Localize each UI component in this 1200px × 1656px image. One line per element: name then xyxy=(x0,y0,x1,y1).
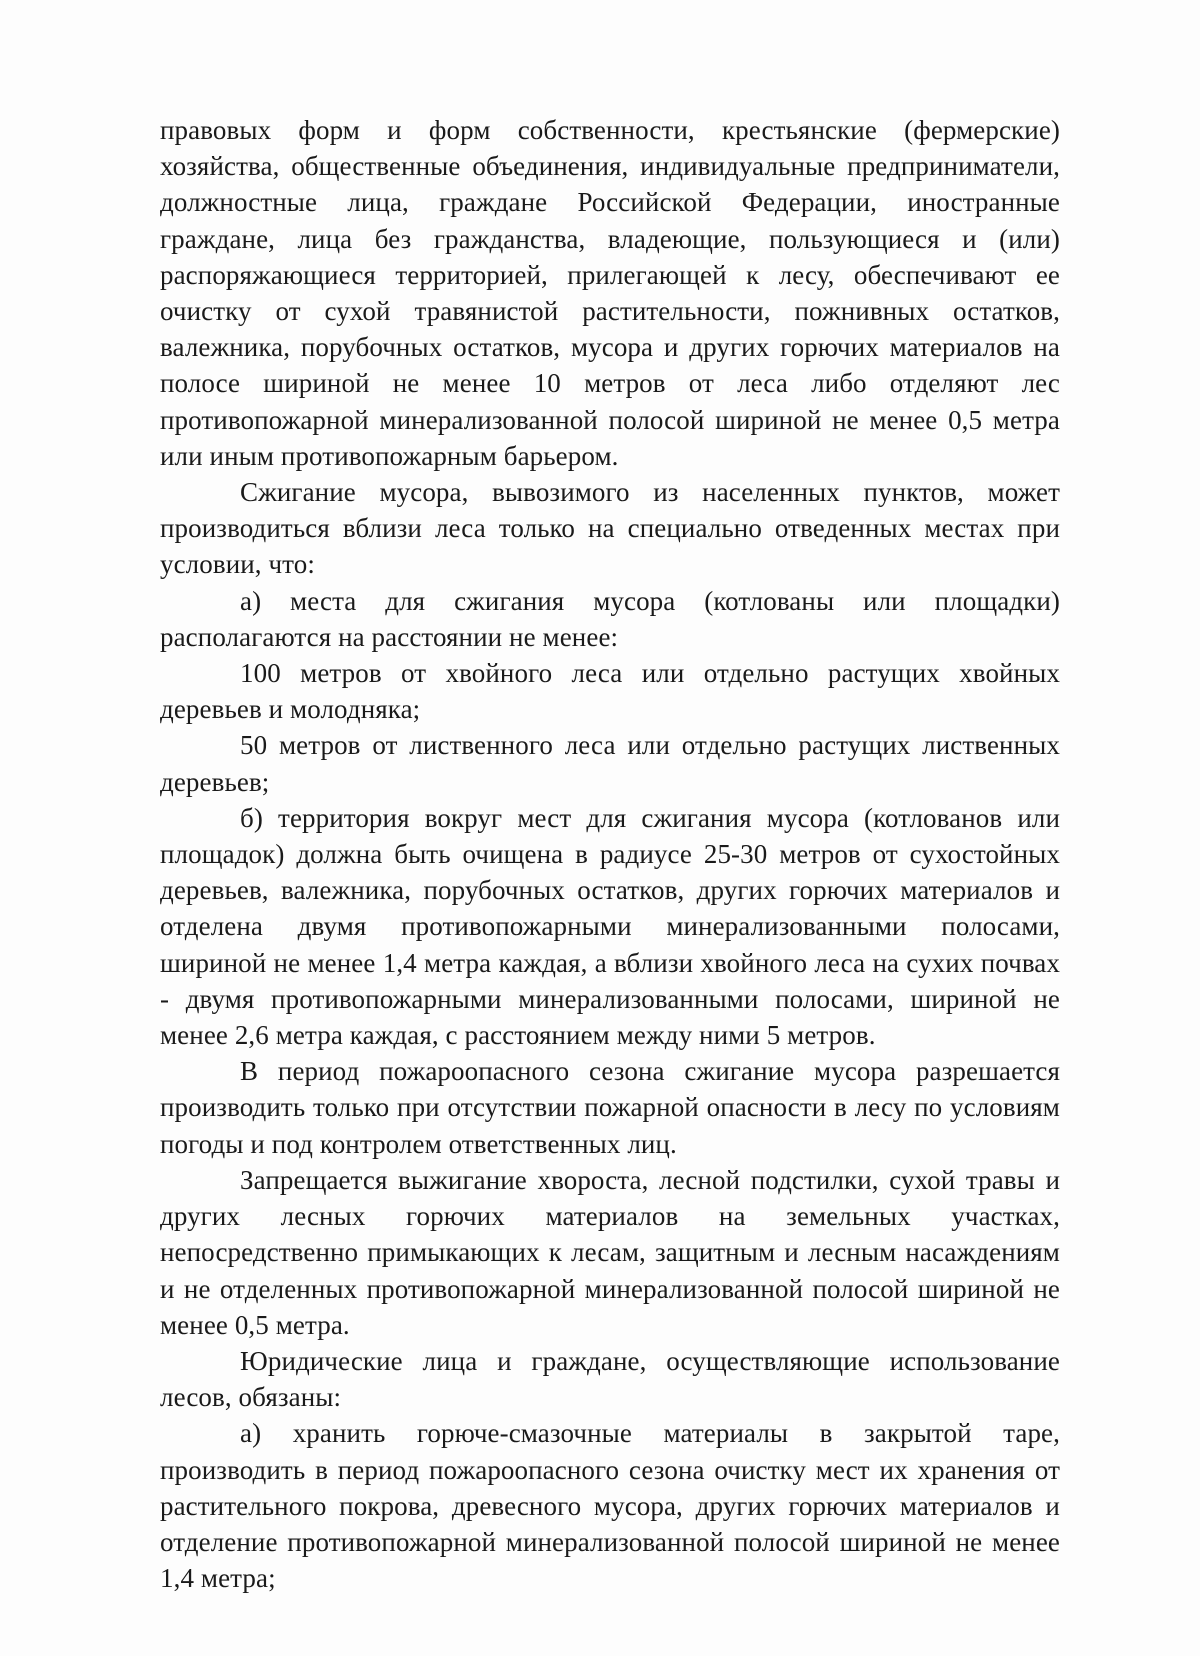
document-body xyxy=(160,112,1060,1596)
paragraph-continued-owners: правовых форм и форм собственности, крестьянские (фермерские) хозяйства, общественные объединения, индивидуальные предприниматели, должностные лица, граждане Российской Федерации, иностранные граждане, лица без гражданства, владеющие, пользующиеся и (или) распоряжающиеся территорией, прилегающей к лесу, обеспечивают ее очистку от сухой травянистой растительности, пожнивных остатков, валежника, порубочных остатков, мусора и других горючих материалов на полосе шириной не менее 10 метров от леса либо отделяют лес противопожарной минерализованной полосой шириной не менее 0,5 метра или иным противопожарным барьером. xyxy=(160,115,1060,471)
paragraph-deciduous-distance: 50 метров от лиственного леса или отдельно растущих лиственных деревьев; xyxy=(160,730,1060,797)
paragraph-item-a-distances: а) места для сжигания мусора (котлованы или площадки) располагаются на расстоянии не менее: xyxy=(160,585,1060,652)
paragraph-obligations: Юридические лица и граждане, осуществляющие использование лесов, обязаны: xyxy=(160,1345,1060,1413)
paragraph-item-b-clearing: б) территория вокруг мест для сжигания мусора (котлованов или площадок) должна быть очищена в радиусе 25-30 метров от сухостойных деревьев, валежника, порубочных остатков, других горючих материалов и отделена двумя противопожарными минерализованными полосами, шириной не менее 1,4 метра каждая, а вблизи хвойного леса на сухих почвах - двумя противопожарными минерализованными полосами, шириной не менее 2,6 метра каждая, с расстоянием между ними 5 метров. xyxy=(160,802,1060,1051)
paragraph-fire-season: В период пожароопасного сезона сжигание мусора разрешается производить только при отсутствии пожарной опасности в лесу по условиям погоды и под контролем ответственных лиц. xyxy=(160,1056,1060,1159)
paragraph-item-a-fuel-storage: а) хранить горюче-смазочные материалы в закрытой таре, производить в период пожароопасного сезона очистку мест их хранения от растительного покрова, древесного мусора, других горючих материалов и отделение противопожарной минерализованной полосой шириной не менее 1,4 метра; xyxy=(160,1418,1060,1594)
paragraph-coniferous-distance: 100 метров от хвойного леса или отдельно растущих хвойных деревьев и молодняка; xyxy=(160,658,1060,725)
paragraph-burning-conditions: Сжигание мусора, вывозимого из населенных пунктов, может производиться вблизи леса только на специально отведенных местах при условии, что: xyxy=(160,477,1060,580)
paragraph-prohibition: Запрещается выжигание хвороста, лесной подстилки, сухой травы и других лесных горючих материалов на земельных участках, непосредственно примыкающих к лесам, защитным и лесным насаждениям и не отделенных противопожарной минерализованной полосой шириной не менее 0,5 метра. xyxy=(160,1164,1060,1340)
